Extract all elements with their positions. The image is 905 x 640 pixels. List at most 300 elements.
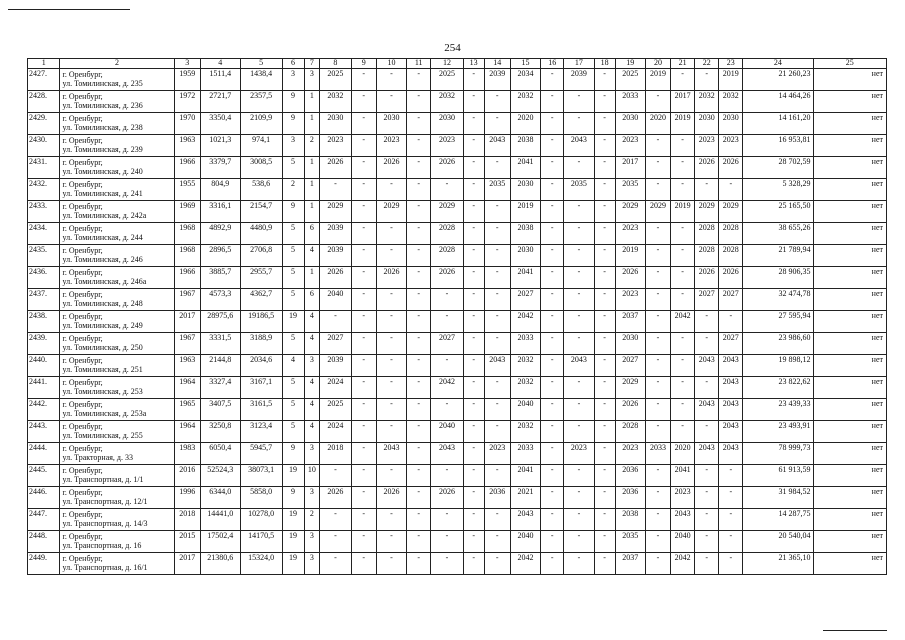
table-cell: - xyxy=(431,178,463,200)
table-cell: нет xyxy=(813,486,886,508)
table-cell: - xyxy=(463,156,484,178)
row-number: 2444. xyxy=(28,442,60,464)
table-cell: 5 xyxy=(282,266,304,288)
table-cell: - xyxy=(351,134,376,156)
table-cell: - xyxy=(484,464,510,486)
table-cell: 2043 xyxy=(376,442,406,464)
table-cell: - xyxy=(541,354,564,376)
table-cell: - xyxy=(695,420,719,442)
address-cell xyxy=(60,68,174,90)
table-cell: 2026 xyxy=(431,486,463,508)
table-cell: 19 898,12 xyxy=(743,354,813,376)
table-cell: 2027 xyxy=(719,288,743,310)
table-cell: - xyxy=(376,178,406,200)
table-cell: - xyxy=(594,508,615,530)
table-cell: 2042 xyxy=(431,376,463,398)
table-cell: - xyxy=(320,178,351,200)
table-cell: 2028 xyxy=(695,244,719,266)
table-cell: 3331,5 xyxy=(200,332,240,354)
column-header: 2 xyxy=(60,59,174,69)
row-number: 2449. xyxy=(28,552,60,574)
table-cell: - xyxy=(463,244,484,266)
table-cell: 2023 xyxy=(615,442,645,464)
table-cell: нет xyxy=(813,508,886,530)
table-cell: 2040 xyxy=(671,530,695,552)
table-cell: - xyxy=(645,156,670,178)
table-cell: - xyxy=(431,310,463,332)
table-cell: 2040 xyxy=(431,420,463,442)
table-cell: 6050,4 xyxy=(200,442,240,464)
table-row xyxy=(28,398,887,420)
table-cell: - xyxy=(320,464,351,486)
table-cell: 2020 xyxy=(645,112,670,134)
table-cell: 1 xyxy=(304,200,320,222)
table-cell: - xyxy=(594,244,615,266)
table-cell: 23 439,33 xyxy=(743,398,813,420)
table-cell: - xyxy=(376,310,406,332)
table-cell: 2032 xyxy=(510,376,540,398)
table-cell: - xyxy=(594,112,615,134)
table-cell: нет xyxy=(813,464,886,486)
table-cell: 2034 xyxy=(510,68,540,90)
table-cell: 2033 xyxy=(645,442,670,464)
table-cell: - xyxy=(463,112,484,134)
table-cell: 23 986,60 xyxy=(743,332,813,354)
table-cell: 4892,9 xyxy=(200,222,240,244)
table-cell: 1438,4 xyxy=(240,68,282,90)
address-city: г. Оренбург, xyxy=(62,267,103,277)
table-cell: - xyxy=(594,420,615,442)
table-cell: - xyxy=(671,332,695,354)
table-cell: - xyxy=(594,222,615,244)
table-cell: 2029 xyxy=(431,200,463,222)
top-rule xyxy=(8,9,130,10)
table-cell: - xyxy=(431,508,463,530)
table-cell: 2025 xyxy=(431,68,463,90)
table-cell: 38073,1 xyxy=(240,464,282,486)
table-cell: - xyxy=(671,288,695,310)
table-cell: - xyxy=(671,68,695,90)
table-cell: - xyxy=(407,222,431,244)
table-cell: - xyxy=(407,288,431,310)
column-header: 14 xyxy=(484,59,510,69)
table-cell: 1959 xyxy=(174,68,200,90)
table-cell: 2144,8 xyxy=(200,354,240,376)
table-cell: - xyxy=(351,376,376,398)
table-cell: 31 984,52 xyxy=(743,486,813,508)
table-cell: - xyxy=(594,200,615,222)
table-cell: - xyxy=(376,464,406,486)
table-cell: - xyxy=(376,288,406,310)
table-cell: - xyxy=(695,530,719,552)
table-cell: 2026 xyxy=(431,266,463,288)
table-cell: 2039 xyxy=(320,354,351,376)
row-number: 2430. xyxy=(28,134,60,156)
table-cell: - xyxy=(376,508,406,530)
table-cell: - xyxy=(407,266,431,288)
table-cell: - xyxy=(564,486,594,508)
address-cell xyxy=(60,442,174,464)
table-cell: 2043 xyxy=(719,398,743,420)
table-cell: 3188,9 xyxy=(240,332,282,354)
table-cell: 2039 xyxy=(320,244,351,266)
table-cell: 2023 xyxy=(431,134,463,156)
column-header: 18 xyxy=(594,59,615,69)
table-cell: 2029 xyxy=(695,200,719,222)
table-cell: 2019 xyxy=(510,200,540,222)
table-cell: 2028 xyxy=(695,222,719,244)
table-row xyxy=(28,530,887,552)
column-header: 4 xyxy=(200,59,240,69)
table-cell: - xyxy=(564,552,594,574)
table-cell: 2025 xyxy=(615,68,645,90)
table-cell: 2039 xyxy=(484,68,510,90)
table-cell: 2042 xyxy=(671,310,695,332)
table-cell: 21 260,23 xyxy=(743,68,813,90)
table-cell: - xyxy=(463,222,484,244)
row-number: 2443. xyxy=(28,420,60,442)
table-cell: 10 xyxy=(304,464,320,486)
table-cell: - xyxy=(645,134,670,156)
row-number: 2435. xyxy=(28,244,60,266)
table-cell: - xyxy=(484,266,510,288)
table-cell: 2109,9 xyxy=(240,112,282,134)
table-cell: 1970 xyxy=(174,112,200,134)
table-cell: 25 165,50 xyxy=(743,200,813,222)
table-cell: - xyxy=(484,398,510,420)
table-cell: - xyxy=(431,398,463,420)
table-cell: - xyxy=(407,530,431,552)
table-cell: 2033 xyxy=(615,90,645,112)
table-cell: - xyxy=(484,112,510,134)
table-cell: - xyxy=(484,552,510,574)
table-cell: - xyxy=(594,266,615,288)
address-street: ул. Томилинская, д. 244 xyxy=(62,232,143,242)
table-cell: - xyxy=(407,156,431,178)
table-cell: 4 xyxy=(304,420,320,442)
table-cell: 2019 xyxy=(615,244,645,266)
address-street: ул. Томилинская, д. 235 xyxy=(62,78,143,88)
table-cell: 5 xyxy=(282,244,304,266)
address-city: г. Оренбург, xyxy=(62,465,103,475)
table-cell: - xyxy=(564,464,594,486)
table-cell: - xyxy=(407,552,431,574)
table-cell: 2019 xyxy=(671,200,695,222)
table-cell: 2043 xyxy=(484,354,510,376)
table-cell: 2043 xyxy=(671,508,695,530)
table-cell: 21 789,94 xyxy=(743,244,813,266)
table-cell: - xyxy=(351,244,376,266)
address-city: г. Оренбург, xyxy=(62,311,103,321)
address-cell xyxy=(60,508,174,530)
table-cell: нет xyxy=(813,398,886,420)
table-cell: - xyxy=(671,222,695,244)
table-cell: 1996 xyxy=(174,486,200,508)
row-number: 2429. xyxy=(28,112,60,134)
table-cell: - xyxy=(376,332,406,354)
row-number: 2427. xyxy=(28,68,60,90)
table-cell: 2896,5 xyxy=(200,244,240,266)
table-cell: 4 xyxy=(304,244,320,266)
table-cell: - xyxy=(645,420,670,442)
address-city: г. Оренбург, xyxy=(62,487,103,497)
table-cell: 2043 xyxy=(719,376,743,398)
table-cell: - xyxy=(671,156,695,178)
address-city: г. Оренбург, xyxy=(62,377,103,387)
table-cell: 2026 xyxy=(719,156,743,178)
table-cell: - xyxy=(320,310,351,332)
housing-table xyxy=(27,58,887,575)
table-cell: - xyxy=(695,464,719,486)
column-header: 1 xyxy=(28,59,60,69)
table-cell: - xyxy=(695,376,719,398)
table-cell: - xyxy=(463,376,484,398)
table-cell: нет xyxy=(813,332,886,354)
address-cell xyxy=(60,156,174,178)
table-cell: - xyxy=(351,178,376,200)
table-cell: 2043 xyxy=(719,420,743,442)
address-cell xyxy=(60,464,174,486)
table-cell: 2026 xyxy=(376,486,406,508)
table-cell: - xyxy=(351,464,376,486)
table-cell: - xyxy=(564,112,594,134)
address-city: г. Оренбург, xyxy=(62,91,103,101)
table-cell: - xyxy=(463,288,484,310)
table-cell: - xyxy=(645,398,670,420)
table-cell: - xyxy=(594,376,615,398)
table-cell: 17502,4 xyxy=(200,530,240,552)
column-header: 7 xyxy=(304,59,320,69)
address-street: ул. Томилинская, д. 250 xyxy=(62,342,143,352)
table-cell: 2154,7 xyxy=(240,200,282,222)
table-row xyxy=(28,464,887,486)
table-cell: - xyxy=(463,90,484,112)
table-cell: - xyxy=(594,530,615,552)
table-cell: нет xyxy=(813,354,886,376)
address-cell xyxy=(60,222,174,244)
table-cell: - xyxy=(463,442,484,464)
table-cell: 2026 xyxy=(320,156,351,178)
table-cell: 2026 xyxy=(615,398,645,420)
table-cell: 3008,5 xyxy=(240,156,282,178)
table-cell: - xyxy=(376,68,406,90)
table-cell: 2032 xyxy=(431,90,463,112)
address-city: г. Оренбург, xyxy=(62,553,103,563)
table-cell: - xyxy=(594,486,615,508)
table-cell: - xyxy=(351,68,376,90)
table-cell: 10278,0 xyxy=(240,508,282,530)
table-cell: 1968 xyxy=(174,222,200,244)
table-cell: 1 xyxy=(304,90,320,112)
table-cell: 2018 xyxy=(320,442,351,464)
table-cell: - xyxy=(564,310,594,332)
address-cell xyxy=(60,420,174,442)
address-city: г. Оренбург, xyxy=(62,113,103,123)
table-cell: - xyxy=(541,134,564,156)
table-cell: 2019 xyxy=(719,68,743,90)
table-cell: 2020 xyxy=(510,112,540,134)
header-row xyxy=(28,59,887,69)
table-cell: 2026 xyxy=(695,266,719,288)
table-cell: 2032 xyxy=(695,90,719,112)
table-cell: - xyxy=(564,222,594,244)
table-cell: - xyxy=(564,398,594,420)
table-cell: 2043 xyxy=(431,442,463,464)
address-cell xyxy=(60,90,174,112)
table-row xyxy=(28,178,887,200)
table-cell: 2016 xyxy=(174,464,200,486)
table-cell: 9 xyxy=(282,200,304,222)
table-cell: 2018 xyxy=(174,508,200,530)
table-cell: нет xyxy=(813,178,886,200)
table-cell: 2041 xyxy=(510,156,540,178)
table-cell: - xyxy=(484,508,510,530)
table-cell: - xyxy=(541,398,564,420)
table-cell: - xyxy=(541,288,564,310)
table-cell: - xyxy=(320,508,351,530)
table-cell: 2026 xyxy=(615,266,645,288)
table-cell: 14441,0 xyxy=(200,508,240,530)
table-cell: - xyxy=(376,420,406,442)
table-cell: - xyxy=(463,508,484,530)
table-cell: - xyxy=(351,332,376,354)
row-number: 2434. xyxy=(28,222,60,244)
address-street: ул. Томилинская, д. 253а xyxy=(62,408,147,418)
table-cell: нет xyxy=(813,112,886,134)
address-city: г. Оренбург, xyxy=(62,223,103,233)
address-cell xyxy=(60,134,174,156)
table-cell: 2023 xyxy=(615,288,645,310)
table-cell: - xyxy=(484,90,510,112)
table-cell: - xyxy=(463,552,484,574)
table-cell: 1 xyxy=(304,112,320,134)
table-cell: - xyxy=(645,288,670,310)
table-cell: 2027 xyxy=(719,332,743,354)
table-cell: 1021,3 xyxy=(200,134,240,156)
table-cell: - xyxy=(541,464,564,486)
table-cell: 2025 xyxy=(320,68,351,90)
table-cell: 2042 xyxy=(510,310,540,332)
row-number: 2439. xyxy=(28,332,60,354)
table-cell: 28 702,59 xyxy=(743,156,813,178)
table-cell: 2037 xyxy=(615,310,645,332)
table-cell: - xyxy=(695,332,719,354)
table-cell: 2043 xyxy=(695,442,719,464)
address-street: ул. Томилинская, д. 241 xyxy=(62,188,143,198)
address-street: ул. Томилинская, д. 253 xyxy=(62,386,143,396)
table-row xyxy=(28,200,887,222)
table-cell: - xyxy=(671,354,695,376)
table-cell: - xyxy=(463,200,484,222)
column-header: 22 xyxy=(695,59,719,69)
column-header: 10 xyxy=(376,59,406,69)
table-cell: 2035 xyxy=(484,178,510,200)
table-cell: нет xyxy=(813,376,886,398)
table-cell: - xyxy=(351,112,376,134)
table-cell: 2955,7 xyxy=(240,266,282,288)
table-cell: 5 xyxy=(282,288,304,310)
table-cell: - xyxy=(484,222,510,244)
table-cell: 14 464,26 xyxy=(743,90,813,112)
table-cell: 2030 xyxy=(695,112,719,134)
table-cell: 28975,6 xyxy=(200,310,240,332)
row-number: 2428. xyxy=(28,90,60,112)
table-cell: - xyxy=(351,508,376,530)
address-city: г. Оренбург, xyxy=(62,399,103,409)
address-street: ул. Томилинская, д. 238 xyxy=(62,122,143,132)
column-header: 13 xyxy=(463,59,484,69)
table-cell: 2023 xyxy=(615,222,645,244)
table-cell: - xyxy=(463,354,484,376)
table-cell: - xyxy=(431,530,463,552)
table-cell: - xyxy=(645,222,670,244)
address-cell xyxy=(60,332,174,354)
table-cell: - xyxy=(351,156,376,178)
table-row xyxy=(28,244,887,266)
table-cell: - xyxy=(463,68,484,90)
table-cell: 3 xyxy=(282,68,304,90)
address-cell xyxy=(60,178,174,200)
table-cell: 2035 xyxy=(615,530,645,552)
table-cell: - xyxy=(645,508,670,530)
table-cell: - xyxy=(351,288,376,310)
table-cell: - xyxy=(645,354,670,376)
table-cell: нет xyxy=(813,420,886,442)
address-street: ул. Транспортная, д. 16 xyxy=(62,540,142,550)
table-cell: 2023 xyxy=(484,442,510,464)
table-cell: 1972 xyxy=(174,90,200,112)
table-cell: 3350,4 xyxy=(200,112,240,134)
address-street: ул. Транспортная, д. 16/1 xyxy=(62,562,148,572)
table-cell: - xyxy=(463,266,484,288)
table-cell: - xyxy=(645,332,670,354)
table-cell: - xyxy=(564,288,594,310)
table-cell: - xyxy=(564,90,594,112)
page-number: 254 xyxy=(444,42,461,54)
table-cell: 5 xyxy=(282,420,304,442)
table-cell: 2027 xyxy=(695,288,719,310)
table-cell: - xyxy=(645,464,670,486)
table-cell: - xyxy=(376,552,406,574)
table-cell: 2042 xyxy=(510,552,540,574)
table-cell: - xyxy=(407,112,431,134)
table-cell: 2041 xyxy=(671,464,695,486)
table-cell: 1955 xyxy=(174,178,200,200)
table-cell: 2042 xyxy=(671,552,695,574)
table-cell: 804,9 xyxy=(200,178,240,200)
table-cell: - xyxy=(541,486,564,508)
table-cell: 2032 xyxy=(510,90,540,112)
table-cell: - xyxy=(594,442,615,464)
table-cell: - xyxy=(407,376,431,398)
table-row xyxy=(28,486,887,508)
table-cell: - xyxy=(376,530,406,552)
row-number: 2432. xyxy=(28,178,60,200)
table-cell: - xyxy=(484,420,510,442)
table-cell: 19 xyxy=(282,552,304,574)
table-cell: - xyxy=(541,442,564,464)
table-cell: - xyxy=(541,420,564,442)
table-cell: - xyxy=(407,134,431,156)
table-cell: - xyxy=(541,112,564,134)
table-cell: 3 xyxy=(304,354,320,376)
table-cell: - xyxy=(671,266,695,288)
table-cell: 5 xyxy=(282,156,304,178)
table-cell: 2030 xyxy=(376,112,406,134)
table-cell: 5858,0 xyxy=(240,486,282,508)
table-cell: 2035 xyxy=(615,178,645,200)
table-cell: 2030 xyxy=(431,112,463,134)
